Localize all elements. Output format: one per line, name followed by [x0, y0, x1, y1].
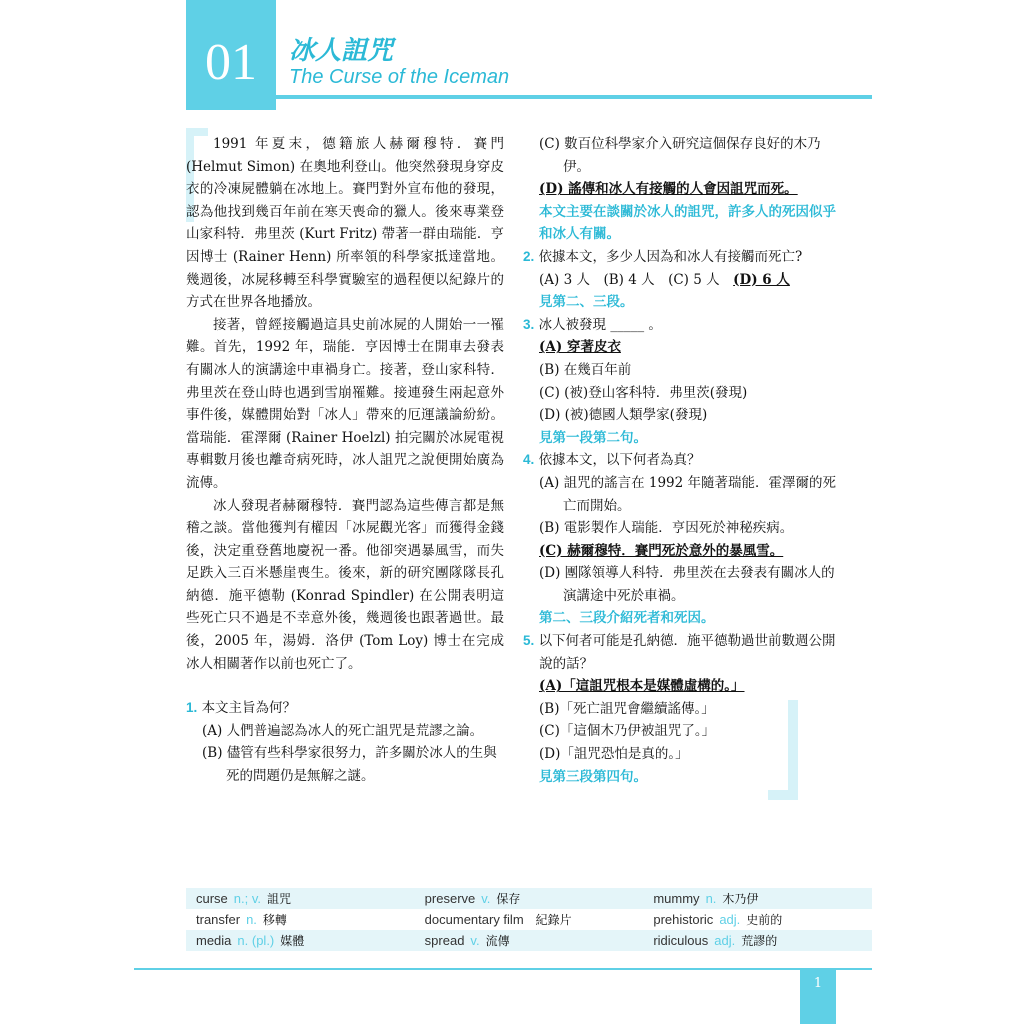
passage-paragraph-2: 接著，曾經接觸過這具史前冰屍的人開始一一罹難。首先，1992 年，瑞能．亨因博士在開車去發表有關冰人的演講途中車禍身亡。接著，登山家科特．弗里茨在登山時也遇到雪崩罹難。接連發生兩起意外事件後，媒體開始對「冰人」帶來的厄運議論紛紛。當瑞能．霍澤爾 (Rainer Hoelzl) 拍完關於冰屍電視專輯數月後也離奇病死時，冰人詛咒之說便開始廣為流傳。 — [186, 316, 504, 491]
answer-note: 第二、三段介紹死者和死因。 — [539, 610, 715, 627]
vocab-entry: transfer n. 移轉 — [196, 912, 287, 927]
option-c: (C) 數百位科學家介入研究這個保存良好的木乃伊。 — [539, 136, 821, 175]
answer-note: 見第二、三段。 — [539, 294, 634, 311]
passage-column — [186, 133, 504, 788]
option-a-correct: (A) 穿著皮衣 — [539, 339, 621, 356]
option-d-correct: (D) 謠傳和冰人有接觸的人會因詛咒而死。 — [539, 181, 798, 198]
question-number: 3. — [523, 316, 535, 332]
question-text: 以下何者可能是孔納德．施平德勒過世前數週公開說的話？ — [538, 633, 836, 672]
header-rule — [186, 95, 872, 99]
vocab-entry: ridiculous adj. 荒謬的 — [653, 933, 778, 948]
option-c: (C) (被)登山客科特．弗里茨(發現) — [539, 384, 748, 401]
question-number: 4. — [523, 452, 535, 468]
lesson-title-en: The Curse of the Iceman — [289, 66, 510, 88]
vocab-entry: media n. (pl.) 媒體 — [196, 933, 305, 948]
option-d: (D) (被)德國人類學家(發現) — [539, 407, 708, 424]
question-3 — [523, 314, 845, 450]
question-1 — [186, 697, 504, 787]
passage-paragraph-1: 1991 年夏末，德籍旅人赫爾穆特．賽門 (Helmut Simon) 在奧地利登山。他突然發現身穿皮衣的冷凍屍體躺在冰地上。賽門對外宣布他的發現，認為他找到幾百年前在寒天喪命的獵人。後來專業登山家科特．弗里茨 (Kurt Fritz) 帶著一群由瑞能．亨因博士 (Rainer Henn) 所率領的科學家抵達當地。幾週後，冰屍移轉至科學實驗室的過程便以紀錄片的方式在世界各地播放。 — [186, 136, 504, 311]
option-c: (C)「這個木乃伊被詛咒了。」 — [539, 723, 716, 740]
option-a: (A) 詛咒的謠言在 1992 年隨著瑞能．霍澤爾的死亡而開始。 — [539, 474, 837, 514]
vocab-entry: documentary film 紀錄片 — [424, 912, 572, 927]
vocabulary-table — [186, 888, 872, 951]
lesson-number: 01 — [186, 0, 276, 110]
options-abc: (A) 3 人 (B) 4 人 (C) 5 人 — [539, 271, 734, 288]
option-a-correct: (A)「這詛咒根本是媒體虛構的。」 — [539, 678, 745, 695]
option-b: (B) 在幾百年前 — [539, 361, 632, 378]
question-2 — [523, 246, 845, 314]
lesson-title-zh: 冰人詛咒 — [289, 36, 394, 66]
option-b: (B) 電影製作人瑞能．亨因死於神秘疾病。 — [539, 520, 794, 537]
question-text: 冰人被發現 _____ 。 — [538, 316, 662, 333]
answer-note: 見第一段第二句。 — [539, 429, 647, 446]
question-text: 依據本文，以下何者為真？ — [538, 452, 701, 469]
question-text: 本文主旨為何？ — [201, 700, 297, 717]
option-b: (B) 儘管有些科學家很努力，許多關於冰人的生與死的問題仍是無解之謎。 — [202, 745, 497, 785]
question-text: 依據本文，多少人因為和冰人有接觸而死亡? — [538, 248, 803, 265]
passage-paragraph-3: 冰人發現者赫爾穆特．賽門認為這些傳言都是無稽之談。當他獲判有權因「冰屍觀光客」而獲得金錢後，決定重登舊地慶祝一番。他卻突遇暴風雪，而失足跌入三百米懸崖喪生。後來，新的研究團隊隊長孔納德．施平德勒 (Konrad Spindler) 在公開表明這些死亡只不過是不幸意外後，幾週後也跟著過世。最後，2005 年，湯姆．洛伊 (Tom Loy) 博士在完成冰人相關著作以前也死亡了。 — [186, 497, 504, 672]
option-d: (D) 團隊領導人科特．弗里茨在去發表有關冰人的演講途中死於車禍。 — [539, 565, 835, 604]
question-number: 5. — [523, 633, 535, 649]
answer-note: 見第三段第四句。 — [539, 768, 647, 785]
question-5 — [523, 630, 845, 788]
option-c-correct: (C) 赫爾穆特．賽門死於意外的暴風雪。 — [539, 542, 784, 559]
vocab-entry: preserve v. 保存 — [424, 891, 521, 906]
vocab-row — [186, 909, 872, 930]
vocab-entry: curse n.; v. 詛咒 — [196, 891, 292, 906]
vocab-row — [186, 888, 872, 909]
option-d-correct: (D) 6 人 — [733, 271, 790, 288]
option-a: (A) 人們普遍認為冰人的死亡詛咒是荒謬之論。 — [202, 722, 484, 739]
footer-rule — [134, 968, 872, 970]
answer-note: 本文主要在談關於冰人的詛咒，許多人的死因似乎和冰人有關。 — [539, 203, 836, 243]
option-d: (D)「詛咒恐怕是真的。」 — [539, 746, 689, 763]
option-b: (B)「死亡詛咒會繼續謠傳。」 — [539, 700, 715, 717]
question-4 — [523, 449, 845, 630]
question-number: 2. — [523, 248, 535, 264]
vocab-entry: spread v. 流傳 — [424, 933, 510, 948]
vocab-entry: mummy n. 木乃伊 — [653, 891, 759, 906]
question-1-continued — [523, 133, 845, 246]
questions-column — [523, 133, 845, 788]
vocab-entry: prehistoric adj. 史前的 — [653, 912, 783, 927]
vocab-row — [186, 930, 872, 951]
question-number: 1. — [186, 700, 198, 716]
page-number: 1 — [800, 968, 836, 1024]
